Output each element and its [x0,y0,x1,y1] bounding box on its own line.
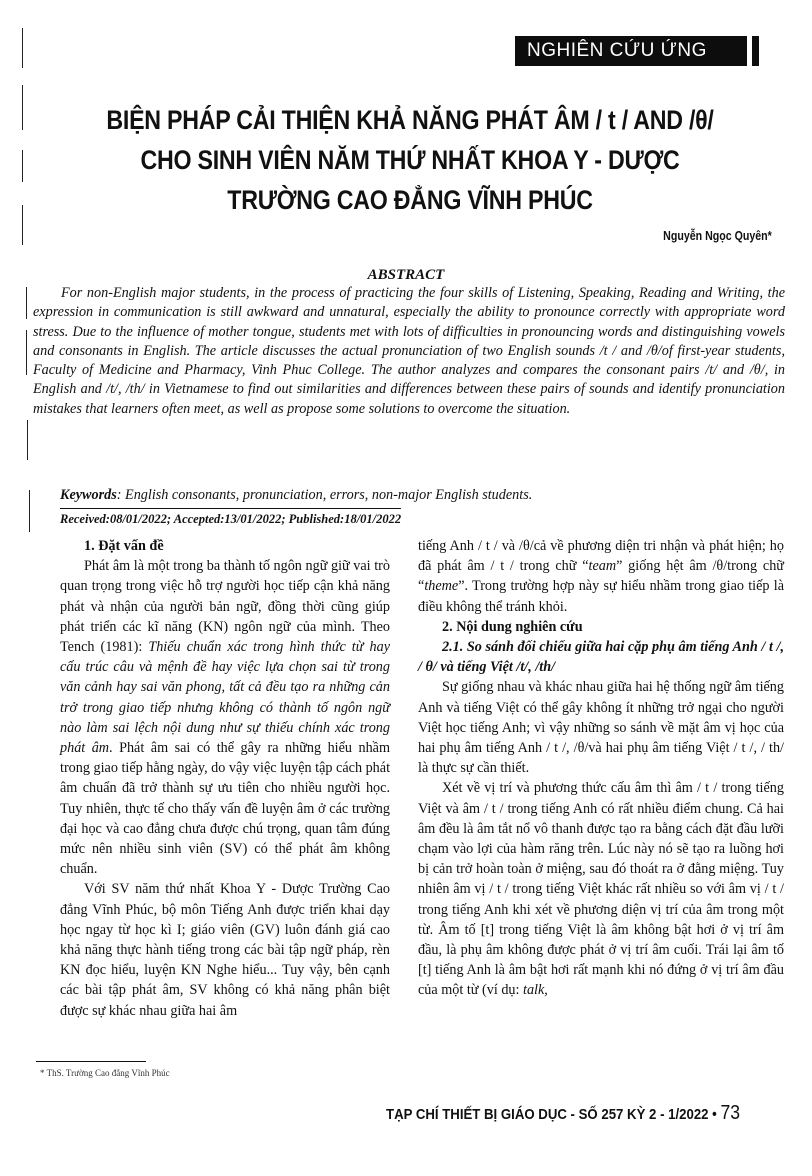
scan-margin-mark [27,420,28,460]
paragraph [60,556,390,879]
section-heading-2: 2. Nội dung nghiên cứu [442,618,583,635]
abstract-heading: ABSTRACT [367,267,445,283]
title-line: TRƯỜNG CAO ĐẲNG VĨNH PHÚC [227,185,593,215]
journal-name: TẠP CHÍ THIẾT BỊ GIÁO DỤC - SỐ 257 KỲ 2 - 1/2022 [386,1106,709,1123]
paragraph-text: Xét về vị trí và phương thức cấu âm thì âm / t / trong tiếng Việt và âm / t / trong tiếng Anh có rất nhiều điểm chung. Cả hai âm đều là âm tắt nổ vô thanh được tạo ra bằng cách đặt đầu lưỡi chạm vào lợi của hàm răng trên. Lúc này nó sẽ tạo ra luồng hơi bị cản trở hoàn toàn ở miệng, sau đó thoát ra ở đằng miệng. Tuy nhiên âm vị / t / trong tiếng Việt khác rất nhiều so với âm vị / t / trong tiếng Anh khi xét về phương diện vị trí của âm trong một từ. Âm tố [t] trong tiếng Việt là âm không bật hơi ở vị trí âm đầu, là phụ âm không được phát ở vị trí âm cuối. Trái lại âm tố [t] tiếng Anh là âm bật hơi rất mạnh khi nó đứng ở vị trí âm đầu của một từ (ví dụ: [418,780,784,999]
quote-text: Thiếu chuẩn xác trong hình thức từ hay cấu trúc câu và mệnh đề hay việc lựa chọn sai từ trong văn cảnh hay sai văn phong, tất cả đều tạo ra những cản trở trong giao tiếp nhưng không có thành tố ngôn ngữ nào làm sai lệch nội dung như sự thiếu chính xác trong phát âm [60,639,390,757]
title-line: BIỆN PHÁP CẢI THIỆN KHẢ NĂNG PHÁT ÂM / t / AND /θ/ [106,105,714,135]
page-number: 73 [720,1102,741,1124]
scan-margin-mark [22,205,23,245]
keywords-text: : English consonants, pronunciation, errors, non-major English students. [116,487,533,503]
section-banner: NGHIÊN CỨU ỨNG DỤNG [515,36,747,66]
footer-bullet: • [708,1106,721,1123]
article-title [92,100,728,220]
subsection-heading-2-1: 2.1. So sánh đối chiếu giữa hai cặp phụ âm tiếng Anh / t /, / θ/ và tiếng Việt /t/, /th/ [418,639,784,676]
keywords-label: Keywords [60,487,117,503]
publication-dates: Received:08/01/2022; Accepted:13/01/2022; Published:18/01/2022 [60,508,401,527]
banner-bar-decoration [738,36,747,66]
paragraph: Sự giống nhau và khác nhau giữa hai hệ thống ngữ âm tiếng Anh và tiếng Việt có thể gây không ít những trở ngại cho người Việt học tiếng Anh; vì vậy những so sánh về mặt âm vị học của hai phụ âm tiếng Anh / t /, /θ/và hai phụ âm tiếng Việt / t /, / th/ là thực sự cần thiết. [418,679,784,777]
paragraph [418,778,784,1000]
section-heading-1: 1. Đặt vấn đề [84,538,164,554]
paragraph-text: . Phát âm sai có thể gây ra những hiểu nhầm trong giao tiếp hằng ngày, do vậy việc luyện tập cách phát âm chuẩn đã trở thành sự ưu tiên cho nhiều người học. Tuy nhiên, thực tế cho thấy vấn đề luyện âm ở các trường đại học và cao đẳng chưa được chú trọng, quan tâm đúng mức nên nhiều sinh viên (SV) có thể phát âm không chuẩn. [60,740,391,878]
scan-margin-mark [22,150,23,182]
left-column [60,536,390,1021]
paragraph-text: tiếng Anh / t / và /θ/cả về phương diện tri nhận và phát hiện; họ đã phát âm / t / trong chữ “ [418,538,784,575]
scan-margin-mark [29,490,30,532]
scan-margin-mark [26,287,27,319]
author-name: Nguyễn Ngọc Quyên* [663,229,772,243]
example-word: team [588,558,617,575]
scan-margin-mark [22,28,23,68]
footnote-divider [36,1061,146,1062]
paragraph-text: Phát âm là một trong ba thành tố ngôn ngữ giữ vai trò quan trọng trong việc hỗ trợ người học tiếp cận khả năng phát và nhận của người bản ngữ, đồng thời cũng giúp phát triển các kĩ năng (KN) ngôn ngữ của mình. Theo Tench (1981): [60,558,390,656]
paragraph: Với SV năm thứ nhất Khoa Y - Dược Trường Cao đẳng Vĩnh Phúc, bộ môn Tiếng Anh được triển khai dạy học ngay từ học kì I; giáo viên (GV) luôn đánh giá cao khả năng thực hành tiếng trong các bài tập ngữ pháp, rèn KN đọc hiểu, luyện KN Nghe hiểu... Tuy vậy, bên cạnh các bài tập phát âm, SV không có khả năng phân biệt được sự khác nhau giữa hai âm [60,881,390,1019]
title-line: CHO SINH VIÊN NĂM THỨ NHẤT KHOA Y - DƯỢC [140,145,680,175]
example-word: talk, [523,982,548,999]
banner-bar-decoration [752,36,759,66]
page-footer [386,1102,740,1125]
footnote: * ThS. Trường Cao đẳng Vĩnh Phúc [40,1068,170,1078]
paragraph [418,536,784,617]
scan-margin-mark [26,330,27,375]
keywords-line [60,487,532,504]
paragraph-text: ”. Trong trường hợp này sự hiểu nhầm trong giao tiếp là điều không thể tránh khỏi. [418,578,784,615]
scan-margin-mark [22,85,23,130]
paragraph-text: ” giống hệt âm /θ/trong chữ “ [418,558,784,595]
example-word: theme [424,578,459,595]
abstract-body: For non-English major students, in the process of practicing the four skills of Listening, Speaking, Reading and Writing, the expression in communication is still awkward and unnatural, especially the ability to pronounce correctly with appropriate word stress. Due to the influence of mother tongue, students met with lots of difficulties in pronouncing words and distinguishing vowels and consonants in English. The article discusses the actual pronunciation of two English sounds /t / and /θ/of first-year students, Faculty of Medicine and Pharmacy, Vinh Phuc College. The author analyzes and compares the consonant pairs /t/ and /θ/, in English and /t/, /th/ in Vietnamese to find out similarities and differences between these pairs of sounds and identify pronunciation mistakes that learners often meet, as well as propose some solutions to overcome the situation. [33,285,785,417]
right-column [418,536,784,1001]
